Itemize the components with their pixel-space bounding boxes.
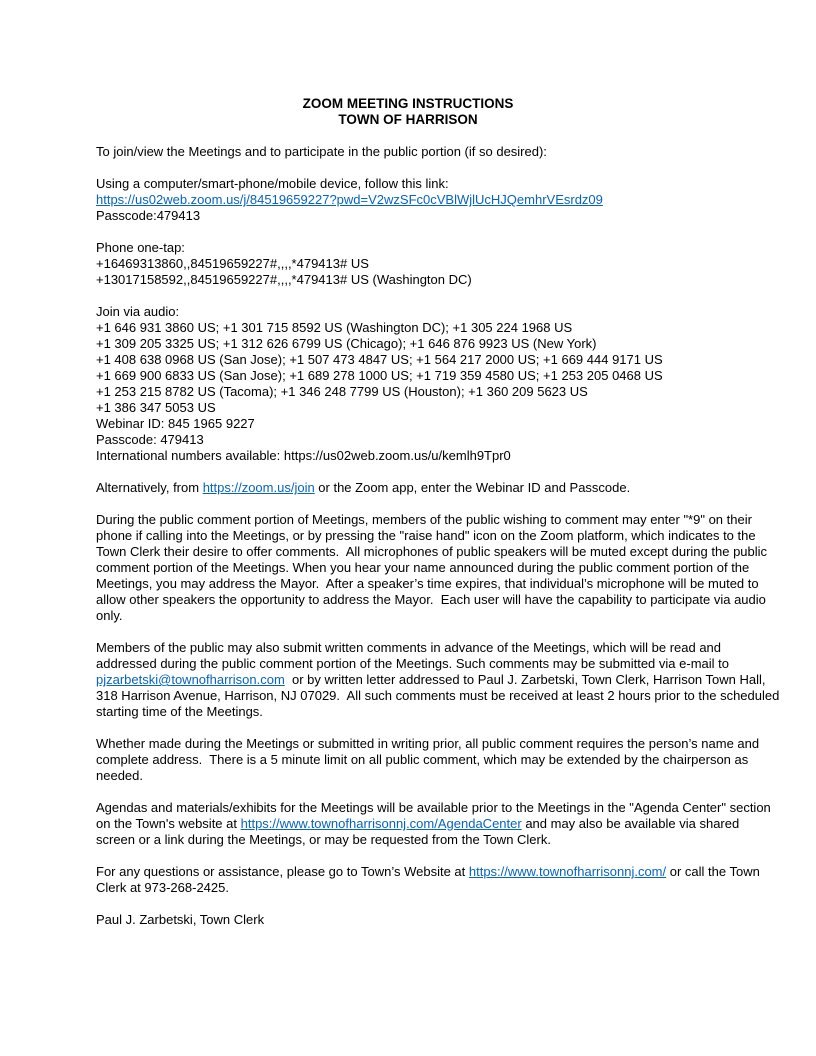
- blank-line: [96, 784, 720, 800]
- text-run: +1 309 205 3325 US; +1 312 626 6799 US (Chicago); +1 646 876 9923 US (New York): [96, 336, 597, 351]
- text-run: For any questions or assistance, please go to Town’s Website at: [96, 864, 469, 879]
- text-run: Whether made during the Meetings or submitted in writing prior, all public comment requires the person’s name and: [96, 736, 760, 751]
- document-line: [96, 240, 720, 256]
- text-run: Join via audio:: [96, 304, 180, 319]
- agenda-center-link[interactable]: https://www.townofharrisonnj.com/AgendaCenter: [240, 816, 522, 831]
- text-run: comment portion of the Meetings. When you hear your name announced during the public comment portion of the: [96, 560, 750, 575]
- text-run: only.: [96, 608, 123, 623]
- document-line: [96, 704, 720, 720]
- document-line: [96, 304, 720, 320]
- document-line: [96, 560, 750, 576]
- document-line: [96, 816, 740, 832]
- document-line: [96, 656, 729, 672]
- text-run: Alternatively, from: [96, 480, 203, 495]
- text-run: Clerk at 973-268-2425.: [96, 880, 229, 895]
- document-line: [96, 736, 760, 752]
- text-run: allow other speakers the opportunity to address the Mayor. Each user will have the capability to participate via audio: [96, 592, 766, 607]
- text-run: Webinar ID: 845 1965 9227: [96, 416, 255, 431]
- document-line: [96, 544, 768, 560]
- text-run: or the Zoom app, enter the Webinar ID and Passcode.: [314, 480, 631, 495]
- blank-line: [96, 224, 720, 240]
- text-run: +16469313860,,84519659227#,,,,*479413# US: [96, 256, 369, 271]
- document-line: [96, 336, 720, 352]
- document-line: [96, 640, 720, 656]
- text-run: During the public comment portion of Meetings, members of the public wishing to comment may enter "*9" on their: [96, 512, 752, 527]
- document-line: [96, 800, 771, 816]
- blank-line: [96, 288, 720, 304]
- document-line: [96, 912, 720, 928]
- document-line: [96, 432, 720, 448]
- text-run: phone if calling into the Meetings, or by pressing the "raise hand" icon on the Zoom platform, which indicates to the: [96, 528, 756, 543]
- blank-line: [96, 624, 720, 640]
- text-run: complete address. There is a 5 minute limit on all public comment, which may be extended by the chairperson as: [96, 752, 749, 767]
- document-line: [96, 144, 720, 160]
- text-run: Meetings, you may address the Mayor. After a speaker’s time expires, that individual’s microphone will be muted to: [96, 576, 759, 591]
- document-line: [96, 272, 720, 288]
- text-run: +1 408 638 0968 US (San Jose); +1 507 473 4847 US; +1 564 217 2000 US; +1 669 444 9171 US: [96, 352, 663, 367]
- text-run: needed.: [96, 768, 143, 783]
- document-line: [96, 256, 720, 272]
- clerk-email-link[interactable]: pjzarbetski@townofharrison.com: [96, 672, 285, 687]
- document-line: [96, 352, 720, 368]
- text-run: +1 386 347 5053 US: [96, 400, 216, 415]
- text-run: +1 646 931 3860 US; +1 301 715 8592 US (Washington DC); +1 305 224 1968 US: [96, 320, 573, 335]
- text-run: Town Clerk their desire to offer comments. All microphones of public speakers will be muted except during the public: [96, 544, 768, 559]
- document-line: [96, 752, 749, 768]
- text-run: +1 253 215 8782 US (Tacoma); +1 346 248 7799 US (Houston); +1 360 209 5623 US: [96, 384, 588, 399]
- document-line: [96, 608, 720, 624]
- document-line: [96, 672, 766, 688]
- town-website-link[interactable]: https://www.townofharrisonnj.com/: [468, 864, 667, 879]
- blank-line: [96, 128, 720, 144]
- text-run: +13017158592,,84519659227#,,,,*479413# US (Washington DC): [96, 272, 472, 287]
- text-run: 318 Harrison Avenue, Harrison, NJ 07029. All such comments must be received at least 2 hours prior to the scheduled: [96, 688, 780, 703]
- text-run: or call the Town: [666, 864, 760, 879]
- document-line: [96, 832, 720, 848]
- document-line: [96, 416, 720, 432]
- document-title-line: [96, 96, 720, 112]
- document-line: [96, 528, 756, 544]
- blank-line: [96, 496, 720, 512]
- text-run: or by written letter addressed to Paul J. Zarbetski, Town Clerk, Harrison Town Hall,: [284, 672, 766, 687]
- zoom-join-link[interactable]: https://zoom.us/join: [202, 480, 315, 495]
- blank-line: [96, 720, 720, 736]
- document-line: [96, 768, 720, 784]
- blank-line: [96, 464, 720, 480]
- zoom-meeting-link[interactable]: https://us02web.zoom.us/j/84519659227?pwd=V2wzSFc0cVBlWjlUcHJQemhrVEsrdz09: [96, 192, 603, 207]
- text-run: +1 669 900 6833 US (San Jose); +1 689 278 1000 US; +1 719 359 4580 US; +1 253 205 0468 US: [96, 368, 663, 383]
- blank-line: [96, 160, 720, 176]
- text-run: Phone one-tap:: [96, 240, 185, 255]
- document-line: [96, 880, 720, 896]
- document-line: [96, 592, 766, 608]
- document-line: [96, 448, 720, 464]
- text-run: Passcode: 479413: [96, 432, 204, 447]
- blank-line: [96, 896, 720, 912]
- document-line: [96, 864, 760, 880]
- text-run: Passcode:479413: [96, 208, 201, 223]
- document-line: [96, 208, 720, 224]
- text-run: ZOOM MEETING INSTRUCTIONS: [302, 96, 514, 111]
- document-line: [96, 368, 720, 384]
- text-run: International numbers available: https://us02web.zoom.us/u/kemlh9Tpr0: [96, 448, 511, 463]
- blank-line: [96, 848, 720, 864]
- document-line: [96, 576, 759, 592]
- document-line: [96, 512, 752, 528]
- text-run: TOWN OF HARRISON: [338, 112, 478, 127]
- document-content: [96, 96, 780, 928]
- document-line: [96, 192, 720, 208]
- text-run: Members of the public may also submit written comments in advance of the Meetings, which will be read and: [96, 640, 722, 655]
- document-line: [96, 384, 720, 400]
- document-line: [96, 176, 720, 192]
- document-line: [96, 688, 780, 704]
- document-line: [96, 480, 720, 496]
- document-title-line: [96, 112, 720, 128]
- text-run: Using a computer/smart-phone/mobile device, follow this link:: [96, 176, 449, 191]
- text-run: To join/view the Meetings and to participate in the public portion (if so desired):: [96, 144, 547, 159]
- text-run: addressed during the public comment portion of the Meetings. Such comments may be submitted via e-mail to: [96, 656, 729, 671]
- text-run: and may also be available via shared: [521, 816, 740, 831]
- text-run: on the Town's website at: [96, 816, 241, 831]
- text-run: Agendas and materials/exhibits for the Meetings will be available prior to the Meetings in the "Agenda Center" section: [96, 800, 771, 815]
- text-run: Paul J. Zarbetski, Town Clerk: [96, 912, 265, 927]
- document-line: [96, 400, 720, 416]
- document-line: [96, 320, 720, 336]
- text-run: starting time of the Meetings.: [96, 704, 263, 719]
- text-run: screen or a link during the Meetings, or may be requested from the Town Clerk.: [96, 832, 551, 847]
